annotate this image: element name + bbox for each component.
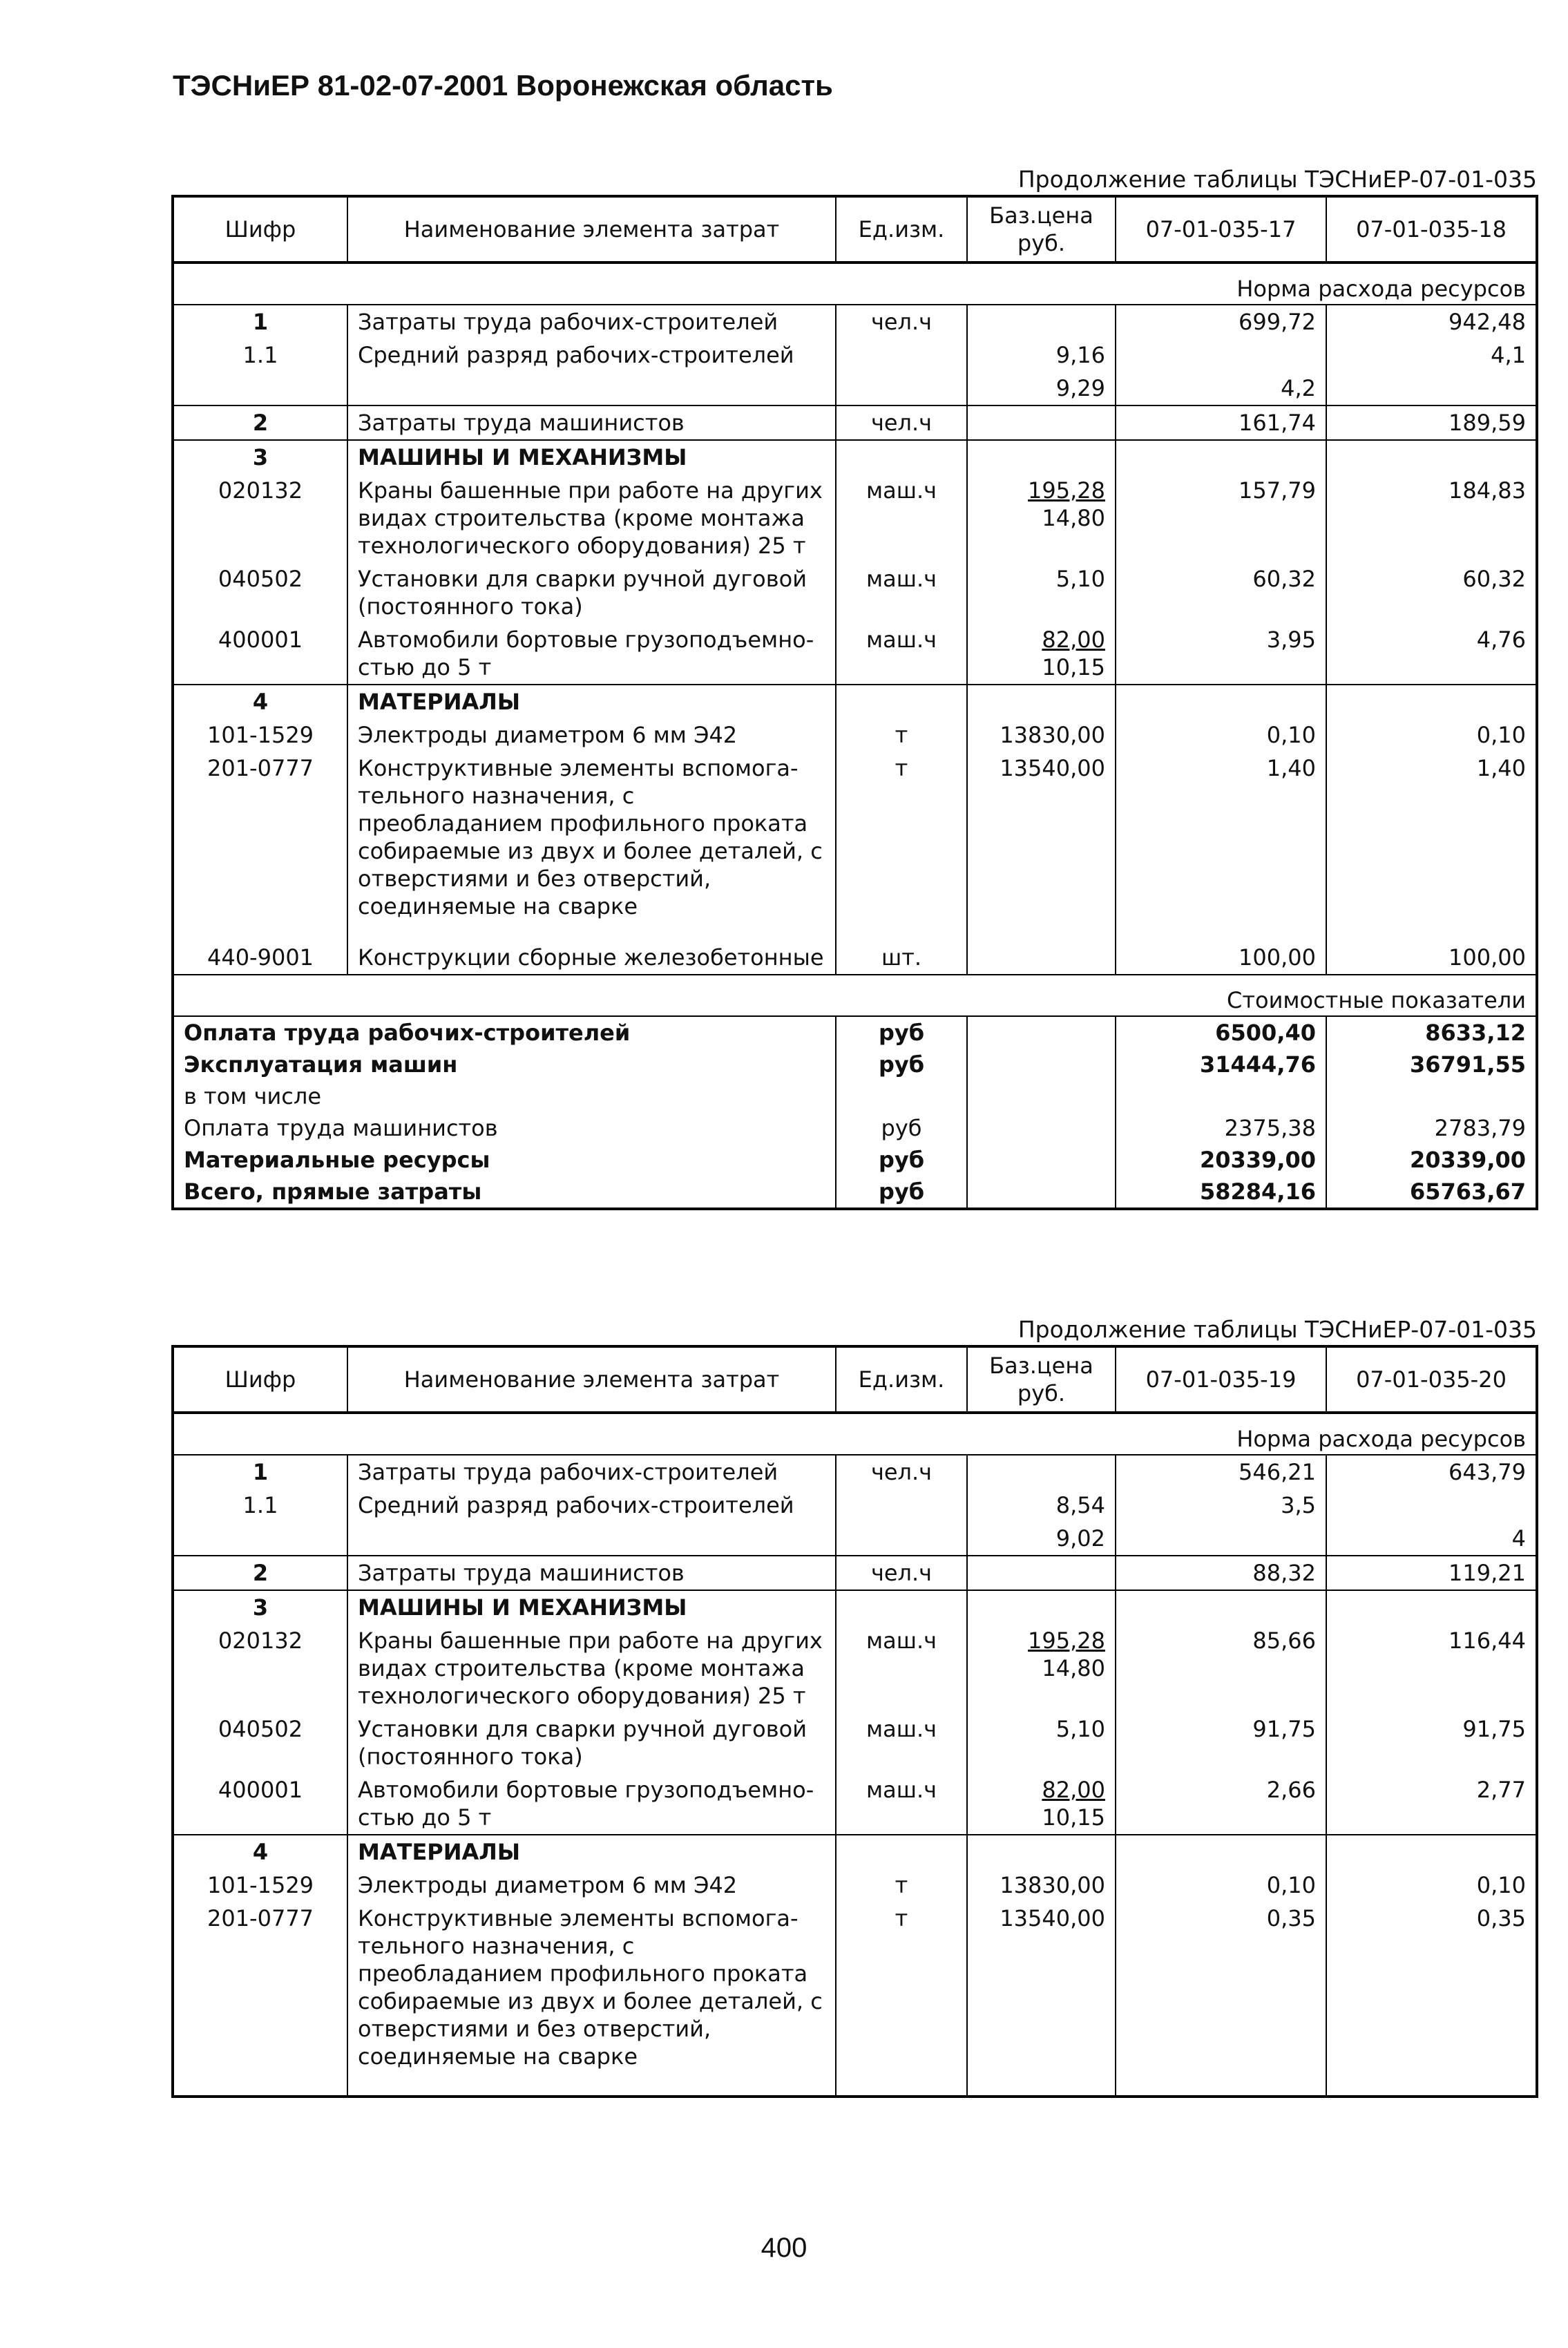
row-value-2: 184,83 [1326, 474, 1537, 562]
norm-header: Норма расхода ресурсов [173, 1413, 1537, 1455]
cost-label: Материальные ресурсы [173, 1144, 836, 1176]
row-name [347, 372, 836, 405]
table-row [173, 1556, 1537, 1590]
row-name: Краны башенные при работе на других видах строительства (кроме монтажа технологического оборудования) 25 т [347, 474, 836, 562]
row-name: Конструктивные элементы вспомога-тельного назначения, с преобладанием профильного проката собираемые из двух и более деталей, с отверстиями и без отверстий, соединяемые на сварке [347, 1902, 836, 2097]
table-row [173, 1624, 1537, 1712]
section-title: МАТЕРИАЛЫ [347, 685, 836, 718]
table-row [173, 1489, 1537, 1522]
section-row [173, 685, 1537, 718]
row-unit: маш.ч [836, 1712, 967, 1773]
table-row [173, 623, 1537, 685]
cost-value-2 [1326, 1080, 1537, 1112]
row-value-2: 60,32 [1326, 562, 1537, 623]
col-header-v1: 07-01-035-17 [1116, 196, 1326, 263]
row-code: 2 [173, 1556, 347, 1590]
row-price: 13540,00 [967, 1902, 1116, 2097]
row-price [967, 405, 1116, 440]
row-value-2: 189,59 [1326, 405, 1537, 440]
row-code: 2 [173, 405, 347, 440]
row-name: Установки для сварки ручной дуговой (постоянного тока) [347, 562, 836, 623]
cost-value-2: 8633,12 [1326, 1016, 1537, 1049]
table-row [173, 1869, 1537, 1902]
row-name: Автомобили бортовые грузоподъемно-стью до 5 т [347, 1773, 836, 1835]
row-value-1: 85,66 [1116, 1624, 1326, 1712]
cost-label: Эксплуатация машин [173, 1049, 836, 1080]
row-unit [836, 1489, 967, 1522]
row-price: 195,28 [1028, 477, 1105, 504]
row-price: 9,02 [967, 1522, 1116, 1556]
page-number: 400 [761, 2233, 807, 2263]
row-value-1: 88,32 [1116, 1556, 1326, 1590]
row-value-1 [1116, 1522, 1326, 1556]
cost-value-1: 20339,00 [1116, 1144, 1326, 1176]
cost-header: Стоимостные показатели [173, 975, 1537, 1016]
table-row [173, 405, 1537, 440]
cost-row [173, 1016, 1537, 1049]
table2-continuation-caption: Продолжение таблицы ТЭСНиЕР-07-01-035 [1017, 1316, 1537, 1343]
row-price: 13830,00 [967, 1869, 1116, 1902]
cost-label: Всего, прямые затраты [173, 1176, 836, 1209]
row-unit: маш.ч [836, 474, 967, 562]
col-header-v2: 07-01-035-18 [1326, 196, 1537, 263]
cost-row [173, 1176, 1537, 1209]
row-value-1: 3,5 [1116, 1489, 1326, 1522]
cost-unit: руб [836, 1112, 967, 1144]
section-row [173, 1590, 1537, 1624]
row-name: Средний разряд рабочих-строителей [347, 338, 836, 372]
row-code: 201-0777 [173, 1902, 347, 2097]
row-code: 020132 [173, 474, 347, 562]
col-header-name: Наименование элемента затрат [347, 196, 836, 263]
row-value-1: 0,10 [1116, 718, 1326, 752]
row-price-secondary: 10,15 [1042, 1804, 1105, 1831]
row-name: Конструкции сборные железобетонные [347, 941, 836, 975]
col-header-v1: 07-01-035-19 [1116, 1346, 1326, 1413]
row-value-2 [1326, 1489, 1537, 1522]
cost-value-2: 65763,67 [1326, 1176, 1537, 1209]
row-price [967, 1556, 1116, 1590]
cost-value-1: 6500,40 [1116, 1016, 1326, 1049]
row-name: Затраты труда машинистов [347, 1556, 836, 1590]
row-value-2: 4,76 [1326, 623, 1537, 685]
row-name: Затраты труда рабочих-строителей [347, 1455, 836, 1489]
row-unit: т [836, 1902, 967, 2097]
section-title: МАШИНЫ И МЕХАНИЗМЫ [347, 440, 836, 474]
row-price [967, 1455, 1116, 1489]
cost-value-2: 2783,79 [1326, 1112, 1537, 1144]
row-price [967, 941, 1116, 975]
table-row [173, 305, 1537, 338]
section-title: МАТЕРИАЛЫ [347, 1835, 836, 1869]
row-code: 040502 [173, 1712, 347, 1773]
row-unit: чел.ч [836, 305, 967, 338]
row-price: 8,54 [967, 1489, 1116, 1522]
row-price: 195,28 [1028, 1628, 1105, 1654]
row-unit: т [836, 1869, 967, 1902]
row-price: 82,00 [1042, 1777, 1105, 1803]
norm-header: Норма расхода ресурсов [173, 263, 1537, 305]
row-name: Средний разряд рабочих-строителей [347, 1489, 836, 1522]
row-name: Затраты труда рабочих-строителей [347, 305, 836, 338]
table-row [173, 1902, 1537, 2097]
table-row [173, 1773, 1537, 1835]
row-unit: т [836, 718, 967, 752]
row-price: 82,00 [1042, 627, 1105, 653]
table-row [173, 718, 1537, 752]
row-code [173, 372, 347, 405]
row-code: 101-1529 [173, 1869, 347, 1902]
row-unit: маш.ч [836, 623, 967, 685]
col-header-code: Шифр [173, 1346, 347, 1413]
row-value-2: 4,1 [1326, 338, 1537, 372]
row-unit: маш.ч [836, 562, 967, 623]
row-price: 13540,00 [967, 752, 1116, 941]
row-value-1 [1116, 338, 1326, 372]
row-unit: чел.ч [836, 405, 967, 440]
row-unit: маш.ч [836, 1624, 967, 1712]
row-value-2: 4 [1326, 1522, 1537, 1556]
row-value-1: 0,10 [1116, 1869, 1326, 1902]
row-value-2: 0,10 [1326, 1869, 1537, 1902]
cost-row [173, 1049, 1537, 1080]
cost-value-1: 2375,38 [1116, 1112, 1326, 1144]
row-code: 040502 [173, 562, 347, 623]
cost-row [173, 1144, 1537, 1176]
row-price: 13830,00 [967, 718, 1116, 752]
row-value-1: 157,79 [1116, 474, 1326, 562]
row-value-1: 2,66 [1116, 1773, 1326, 1835]
row-value-1: 546,21 [1116, 1455, 1326, 1489]
resource-table-1 [171, 195, 1538, 1210]
row-code: 1.1 [173, 338, 347, 372]
row-price-secondary: 14,80 [1042, 505, 1105, 531]
row-unit: маш.ч [836, 1773, 967, 1835]
row-value-2: 100,00 [1326, 941, 1537, 975]
row-value-2: 2,77 [1326, 1773, 1537, 1835]
row-value-2: 643,79 [1326, 1455, 1537, 1489]
row-value-1: 4,2 [1116, 372, 1326, 405]
table-row [173, 1522, 1537, 1556]
row-value-1: 100,00 [1116, 941, 1326, 975]
cost-unit: руб [836, 1144, 967, 1176]
table-header-row [173, 196, 1537, 263]
col-header-unit: Ед.изм. [836, 1346, 967, 1413]
row-code: 4 [173, 685, 347, 718]
cost-row [173, 1112, 1537, 1144]
table1-continuation-caption: Продолжение таблицы ТЭСНиЕР-07-01-035 [1017, 166, 1537, 193]
row-price-secondary: 10,15 [1042, 654, 1105, 680]
row-price: 9,29 [967, 372, 1116, 405]
resource-table-2 [171, 1345, 1538, 2098]
row-price-secondary: 14,80 [1042, 1655, 1105, 1681]
row-name: Автомобили бортовые грузоподъемно-стью до 5 т [347, 623, 836, 685]
row-price: 9,16 [967, 338, 1116, 372]
cost-label: в том числе [173, 1080, 836, 1112]
table-row [173, 372, 1537, 405]
row-name: Электроды диаметром 6 мм Э42 [347, 1869, 836, 1902]
row-value-2: 0,10 [1326, 718, 1537, 752]
col-header-unit: Ед.изм. [836, 196, 967, 263]
row-value-1: 91,75 [1116, 1712, 1326, 1773]
row-code: 4 [173, 1835, 347, 1869]
row-value-1: 0,35 [1116, 1902, 1326, 2097]
row-code [173, 1522, 347, 1556]
section-row [173, 440, 1537, 474]
row-unit [836, 338, 967, 372]
row-code: 101-1529 [173, 718, 347, 752]
row-name: Установки для сварки ручной дуговой (постоянного тока) [347, 1712, 836, 1773]
row-code: 440-9001 [173, 941, 347, 975]
table-row [173, 338, 1537, 372]
cost-value-2: 36791,55 [1326, 1049, 1537, 1080]
row-value-2 [1326, 372, 1537, 405]
table-row [173, 752, 1537, 941]
row-unit [836, 372, 967, 405]
row-price [967, 305, 1116, 338]
table-row [173, 1455, 1537, 1489]
cost-unit: руб [836, 1016, 967, 1049]
row-name [347, 1522, 836, 1556]
row-value-1: 1,40 [1116, 752, 1326, 941]
row-value-2: 1,40 [1326, 752, 1537, 941]
row-value-2: 119,21 [1326, 1556, 1537, 1590]
row-code: 020132 [173, 1624, 347, 1712]
document-title: ТЭСНиЕР 81-02-07-2001 Воронежская область [173, 69, 833, 102]
row-name: Электроды диаметром 6 мм Э42 [347, 718, 836, 752]
table-row [173, 941, 1537, 975]
row-value-2: 116,44 [1326, 1624, 1537, 1712]
row-unit: чел.ч [836, 1556, 967, 1590]
table-row [173, 1712, 1537, 1773]
row-value-1: 3,95 [1116, 623, 1326, 685]
cost-value-1: 31444,76 [1116, 1049, 1326, 1080]
row-price: 5,10 [967, 562, 1116, 623]
row-name: Затраты труда машинистов [347, 405, 836, 440]
row-value-1: 161,74 [1116, 405, 1326, 440]
section-title: МАШИНЫ И МЕХАНИЗМЫ [347, 1590, 836, 1624]
col-header-price: Баз.цена руб. [967, 196, 1116, 263]
row-code: 1 [173, 305, 347, 338]
row-price: 5,10 [967, 1712, 1116, 1773]
cost-value-2: 20339,00 [1326, 1144, 1537, 1176]
table-row [173, 474, 1537, 562]
table-row [173, 562, 1537, 623]
row-unit: шт. [836, 941, 967, 975]
row-unit: т [836, 752, 967, 941]
cost-label: Оплата труда машинистов [173, 1112, 836, 1144]
row-code: 400001 [173, 623, 347, 685]
cost-unit [836, 1080, 967, 1112]
col-header-name: Наименование элемента затрат [347, 1346, 836, 1413]
row-value-2: 942,48 [1326, 305, 1537, 338]
row-code: 400001 [173, 1773, 347, 1835]
cost-unit: руб [836, 1049, 967, 1080]
col-header-price: Баз.цена руб. [967, 1346, 1116, 1413]
row-code: 1.1 [173, 1489, 347, 1522]
row-unit [836, 1522, 967, 1556]
row-name: Краны башенные при работе на других видах строительства (кроме монтажа технологического оборудования) 25 т [347, 1624, 836, 1712]
table-header-row [173, 1346, 1537, 1413]
cost-unit: руб [836, 1176, 967, 1209]
row-code: 1 [173, 1455, 347, 1489]
row-value-2: 0,35 [1326, 1902, 1537, 2097]
row-unit: чел.ч [836, 1455, 967, 1489]
cost-row [173, 1080, 1537, 1112]
cost-value-1 [1116, 1080, 1326, 1112]
row-code: 201-0777 [173, 752, 347, 941]
section-row [173, 1835, 1537, 1869]
cost-value-1: 58284,16 [1116, 1176, 1326, 1209]
row-value-1: 699,72 [1116, 305, 1326, 338]
col-header-v2: 07-01-035-20 [1326, 1346, 1537, 1413]
cost-label: Оплата труда рабочих-строителей [173, 1016, 836, 1049]
row-value-2: 91,75 [1326, 1712, 1537, 1773]
row-code: 3 [173, 1590, 347, 1624]
col-header-code: Шифр [173, 196, 347, 263]
row-value-1: 60,32 [1116, 562, 1326, 623]
row-name: Конструктивные элементы вспомога-тельного назначения, с преобладанием профильного проката собираемые из двух и более деталей, с отверстиями и без отверстий, соединяемые на сварке [347, 752, 836, 941]
row-code: 3 [173, 440, 347, 474]
